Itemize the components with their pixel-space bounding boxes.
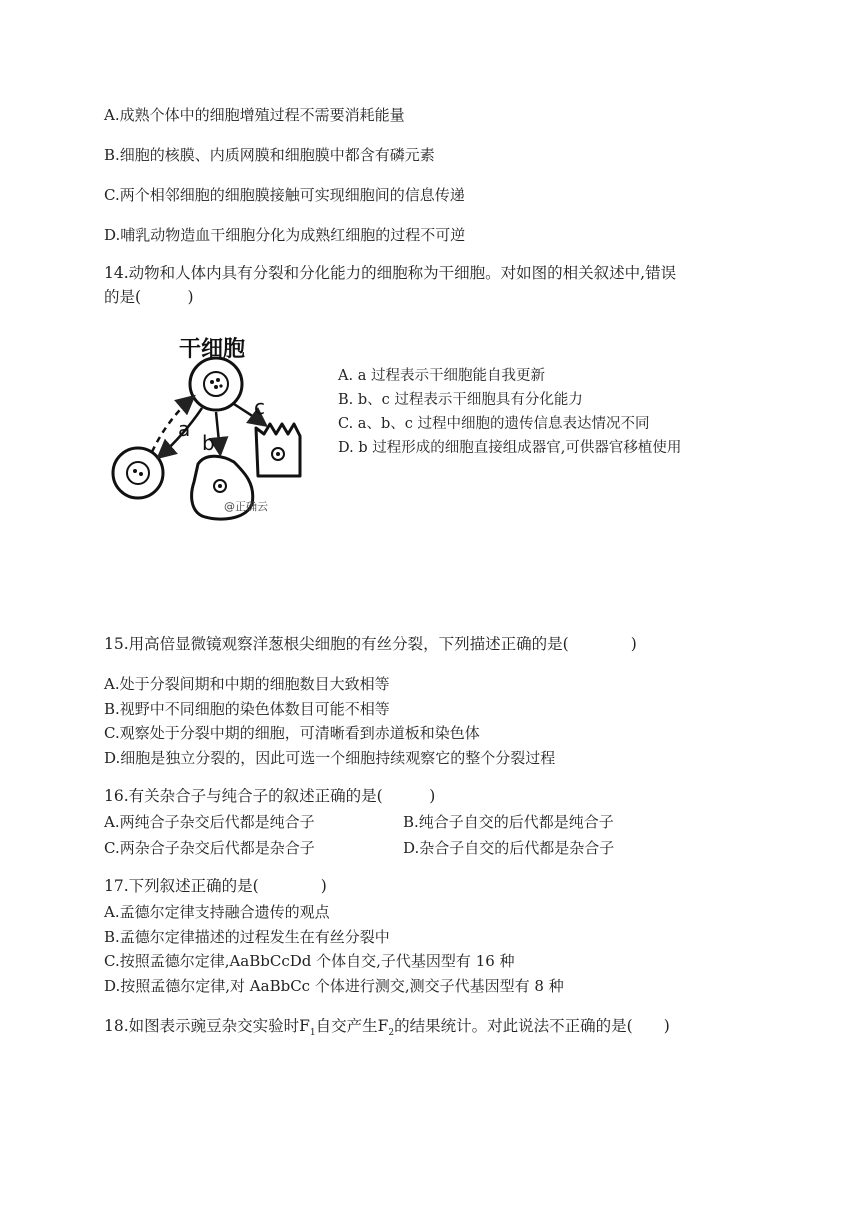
q18-stem-mid: 自交产生F [315, 1017, 389, 1035]
q13-option-c: C.两个相邻细胞的细胞膜接触可实现细胞间的信息传递 [104, 186, 465, 204]
q17-stem: 17.下列叙述正确的是( ) [104, 877, 327, 895]
q17-option-d: D.按照孟德尔定律,对 AaBbCc 个体进行测交,测交子代基因型有 8 种 [104, 977, 564, 995]
q15-option-b: B.视野中不同细胞的染色体数目可能不相等 [104, 700, 390, 718]
differentiated-cell-c [256, 424, 300, 476]
arrow-b [216, 412, 220, 452]
q13-option-b: B.细胞的核膜、内质网膜和细胞膜中都含有磷元素 [104, 146, 435, 164]
label-c: c [254, 395, 265, 419]
q14-option-b: B. b、c 过程表示干细胞具有分化能力 [338, 392, 583, 408]
q17-option-c: C.按照孟德尔定律,AaBbCcDd 个体自交,子代基因型有 16 种 [104, 952, 515, 970]
q18-stem [104, 1016, 670, 1043]
stem-cell [190, 358, 242, 410]
stem-cell-figure [106, 326, 338, 526]
q13-option-a: A.成熟个体中的细胞增殖过程不需要消耗能量 [104, 106, 405, 124]
label-b: b [202, 431, 215, 455]
q15-option-c: C.观察处于分裂中期的细胞，可清晰看到赤道板和染色体 [104, 724, 480, 742]
q18-stem-post: 的结果统计。对此说法不正确的是( ) [394, 1017, 670, 1035]
q14-option-c: C. a、b、c 过程中细胞的遗传信息表达情况不同 [338, 416, 650, 432]
q15-option-a: A.处于分裂间期和中期的细胞数目大致相等 [104, 675, 390, 693]
q17-option-a: A.孟德尔定律支持融合遗传的观点 [104, 903, 330, 921]
q14-option-d: D. b 过程形成的细胞直接组成器官,可供器官移植使用 [338, 440, 682, 456]
q16-option-c: C.两杂合子杂交后代都是杂合子 [104, 839, 315, 857]
q16-stem: 16.有关杂合子与纯合子的叙述正确的是( ) [104, 787, 436, 805]
q18-sub-2: 2 [388, 1028, 395, 1039]
figure-title: 干细胞 [178, 337, 246, 362]
label-a: a [178, 417, 191, 441]
stem-cell-diagram [106, 326, 338, 526]
q16-option-d: D.杂合子自交的后代都是杂合子 [403, 839, 615, 857]
q17-option-b: B.孟德尔定律描述的过程发生在有丝分裂中 [104, 928, 390, 946]
q14-stem-line2: 的是( ) [104, 288, 194, 306]
daughter-stem-cell [113, 448, 163, 498]
q16-option-a: A.两纯合子杂交后代都是纯合子 [104, 813, 315, 831]
q15-stem: 15.用高倍显微镜观察洋葱根尖细胞的有丝分裂，下列描述正确的是( ) [104, 635, 637, 653]
q16-option-b: B.纯合子自交的后代都是纯合子 [403, 813, 614, 831]
watermark: @正确云 [224, 500, 268, 513]
q15-option-d: D.细胞是独立分裂的，因此可选一个细胞持续观察它的整个分裂过程 [104, 749, 556, 767]
q18-sub-1: 1 [309, 1028, 316, 1039]
q18-stem-pre: 18.如图表示豌豆杂交实验时F [104, 1017, 310, 1035]
q13-option-d: D.哺乳动物造血干细胞分化为成熟红细胞的过程不可逆 [104, 226, 466, 244]
q14-option-a: A. a 过程表示干细胞能自我更新 [338, 368, 545, 384]
q14-stem-line1: 14.动物和人体内具有分裂和分化能力的细胞称为干细胞。对如图的相关叙述中,错误 [104, 264, 677, 282]
